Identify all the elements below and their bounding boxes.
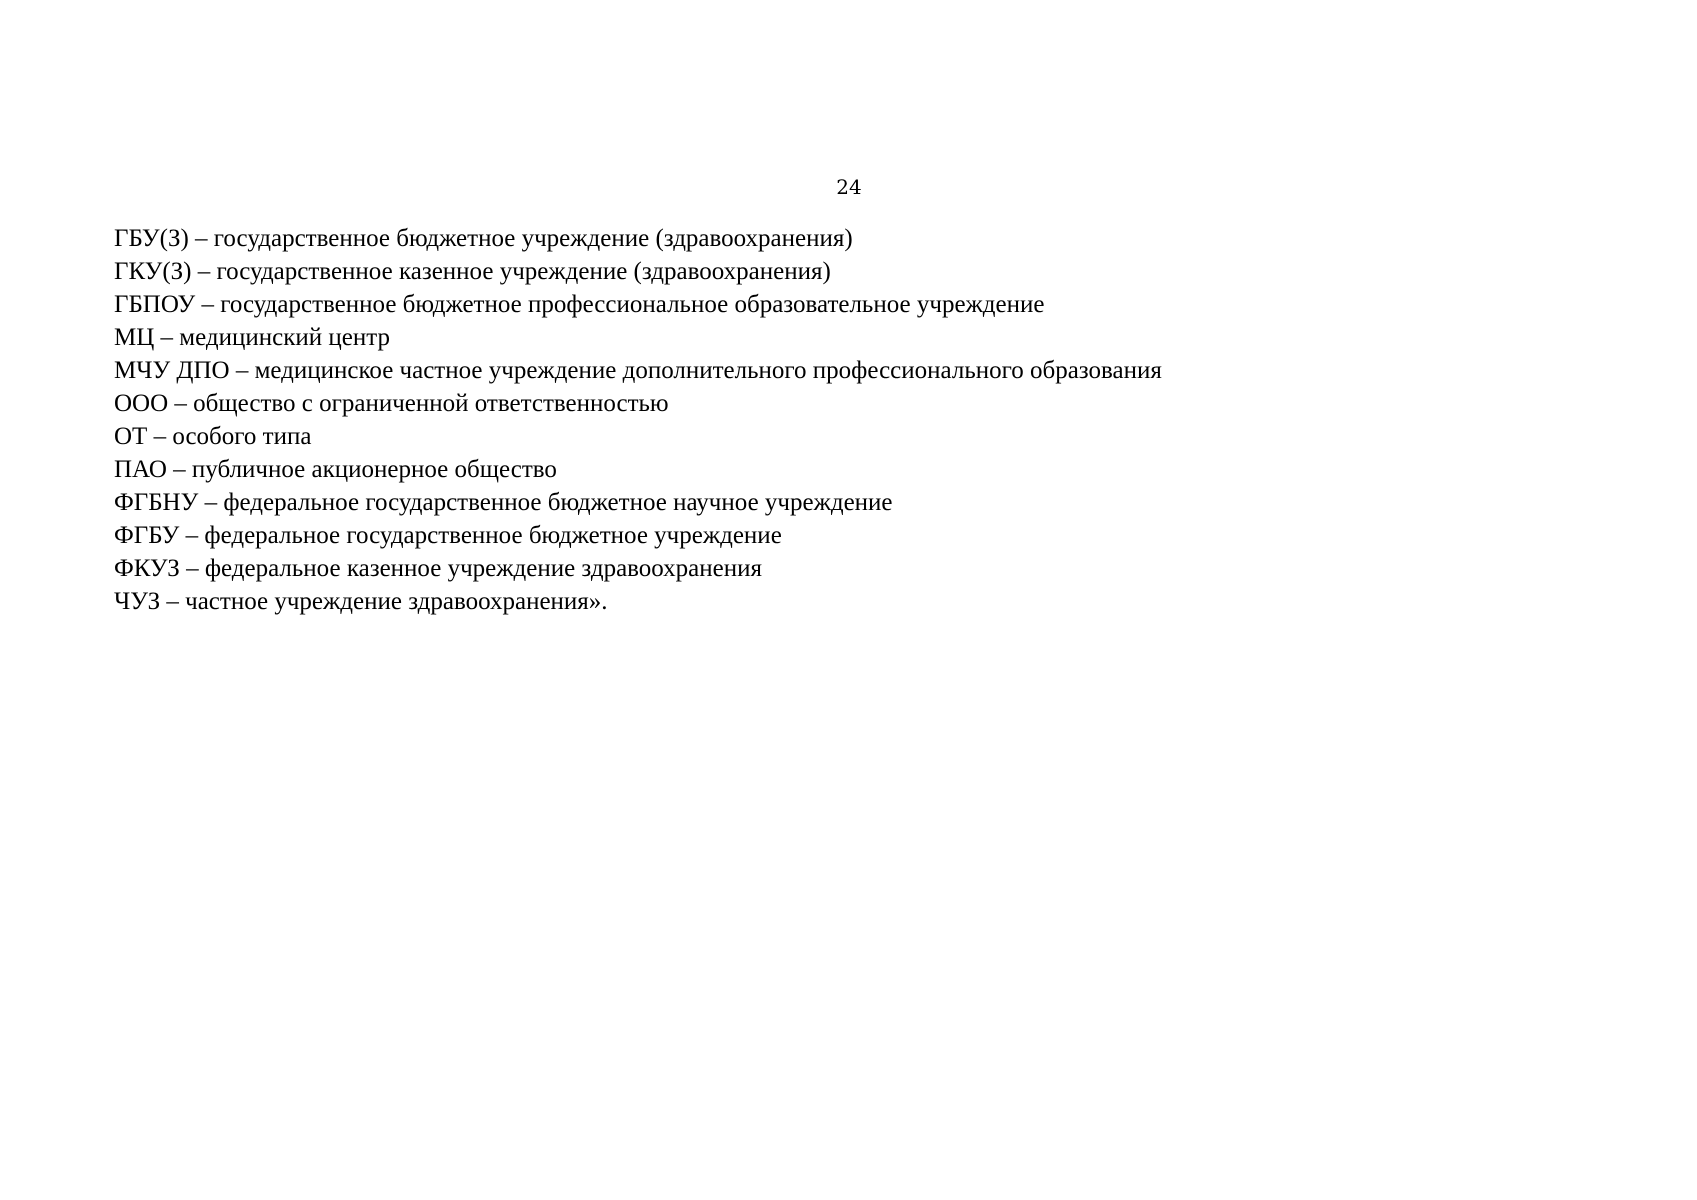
abbreviation-item: ГБУ(З) – государственное бюджетное учреждение (здравоохранения) [114,225,853,252]
abbreviation-item: ФГБУ – федеральное государственное бюджетное учреждение [114,522,782,549]
page-number: 24 [836,175,862,199]
abbreviation-item: ФКУЗ – федеральное казенное учреждение здравоохранения [114,555,763,582]
abbreviation-item: МЧУ ДПО – медицинское частное учреждение дополнительного профессионального образования [114,357,1162,384]
abbreviation-item: ООО – общество с ограниченной ответственностью [114,390,669,417]
abbreviation-list [114,222,1594,618]
abbreviation-item: МЦ – медицинский центр [114,324,390,351]
abbreviation-item: ОТ – особого типа [114,423,312,450]
abbreviation-item: ФГБНУ – федеральное государственное бюджетное научное учреждение [114,489,893,516]
abbreviation-item: ЧУЗ – частное учреждение здравоохранения». [114,588,608,615]
abbreviation-item: ГКУ(З) – государственное казенное учреждение (здравоохранения) [114,258,831,285]
abbreviation-item: ПАО – публичное акционерное общество [114,456,557,483]
abbreviation-item: ГБПОУ – государственное бюджетное профессиональное образовательное учреждение [114,291,1045,318]
